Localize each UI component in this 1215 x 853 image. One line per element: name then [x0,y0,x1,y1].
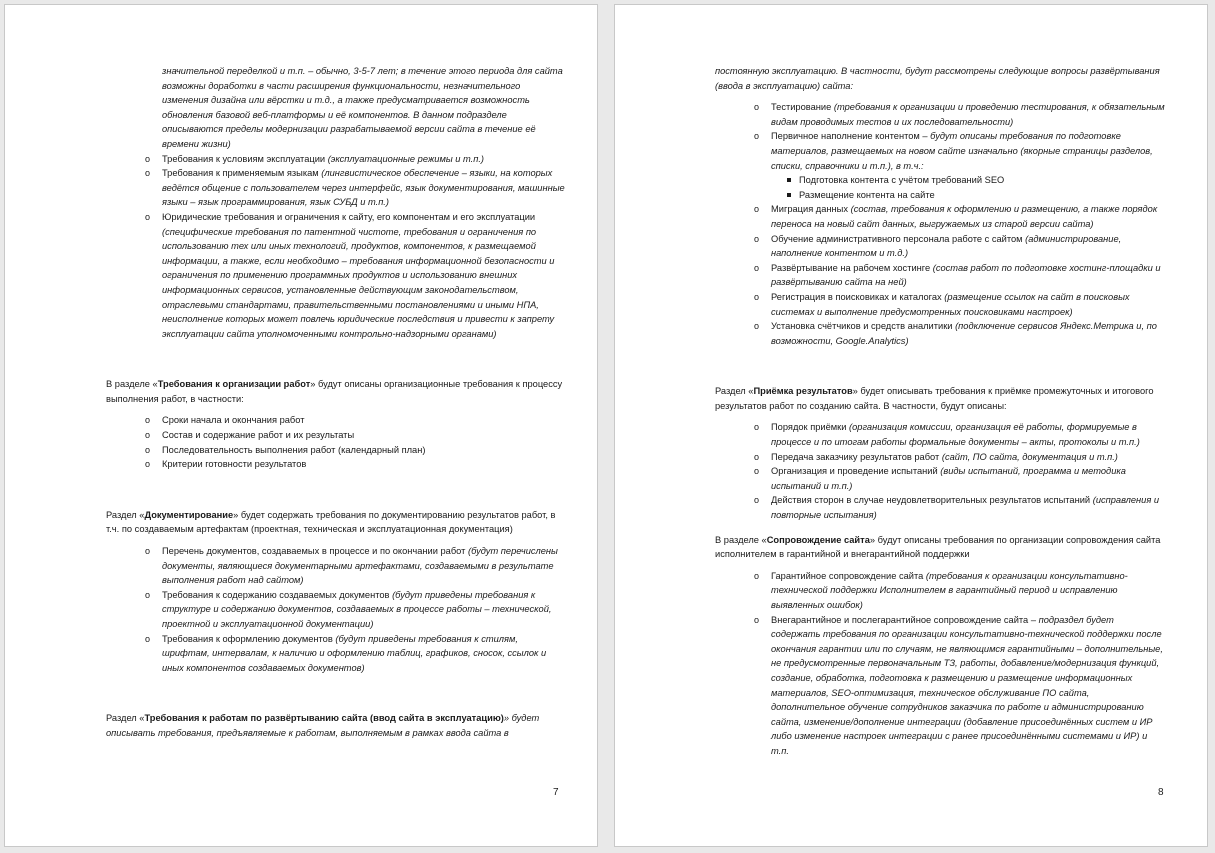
item-note: (будут приведены требования к структуре и содержанию документов, создаваемых в процессе работы – технической, проектной и эксплуатационной документации) [162,589,552,629]
item-note: (лингвистическое обеспечение – языки, на которых ведётся общение с пользователем через интерфейс, язык документирования, машинные языки – язык программирования, язык СУБД и т.п.) [162,168,565,208]
list-item [771,232,1165,261]
item-note: (виды испытаний, программа и методика испытаний и т.п.) [771,466,1126,491]
continuation-text: значительной переделкой и т.п. – обычно, 3-5-7 лет; в течение этого периода для сайта возможны доработки в части расширения функциональности, незначительного изменения дизайна или вёрстки и т.д., а также предусматривается возможность обновления базовой веб-платформы и её компонентов. В данном подразделе описываются пределы модернизации разрабатываемой версии сайта в течение её времени жизни) [162,66,563,149]
item-title: Внегарантийное и послегарантийное сопровождение сайта [771,614,1029,625]
item-note: (сайт, ПО сайта, документация и т.п.) [941,451,1118,462]
list-item [162,588,566,632]
page-content [715,64,1165,759]
item-title: Обучение административного персонала работе с сайтом [771,233,1023,244]
org-list [162,413,566,471]
document-page-8 [614,4,1208,847]
item-note: (организация комиссии, организация её работы, формируемые в процессе и по итогам работы формальные документы – акты, протоколы и т.п.) [771,422,1140,448]
deploy-list [771,100,1165,348]
list-item [162,544,566,588]
list-item [771,420,1165,449]
item-title: Требования к применяемым языкам [162,168,319,179]
item-note: – будут описаны требования по подготовке материалов, размещаемых на новом сайте изначально (якорные страницы разделов, списки, справочники и т.п.), в т.ч.: [771,131,1153,171]
item-title: Передача заказчику результатов работ [771,451,940,462]
item-title: Тестирование [771,102,832,113]
list-item [771,202,1165,231]
item-note: (специфические требования по патентной чистоте, требования и ограничения по использованию тех или иных технологий, продуктов, компонентов, к размещаемой информации, а также, если необходимо – требования информационной безопасности и ограничения по применению программных продуктов и использованию внешних информационных сервисов, установленные действующим законодательством, отраслевыми стандартами, правительственными постановлениями и иными НПА, неисполнение которых может повлечь юридические последствия и привести к запрету эксплуатации сайта уполномоченными контрольно-надзорными органами) [162,226,555,339]
item-note: (состав, требования к оформлению и размещению, а также порядок переноса на новый сайт данных, выгружаемых из старой версии сайта) [771,204,1158,229]
list-item [771,493,1165,522]
item-note: (требования к организации и проведению тестирования, к обязательным видам проводимых тестов и их последовательности) [771,102,1165,127]
accept-list [771,420,1165,522]
item-title: Перечень документов, создаваемых в процессе и по окончании работ [162,546,466,557]
list-item: o Сроки начала и окончания работ [162,413,566,428]
list-item [771,613,1165,759]
list-item [162,632,566,676]
item-note: (подключение сервисов Яндекс.Метрика и, по возможности, Google.Analytics) [771,321,1157,346]
page-number: 8 [1158,787,1164,798]
sub-list-item: Подготовка контента с учётом требований SEO [799,173,1165,188]
section-title: Документирование [144,509,234,520]
list-item [771,261,1165,290]
list-item [771,569,1165,613]
item-note: (состав работ по подготовке хостинг-площадки и развёртыванию сайта на ней) [771,262,1161,288]
list-item [771,129,1165,202]
deploy-section-intro: Раздел «Требования к работам по развёртыванию сайта (ввод сайта в эксплуатацию)» будет описывать требования, предъявляемые к работам, выполняемым в рамках ввода сайта в [106,713,540,738]
list-item [771,464,1165,493]
item-title: Развёртывание на рабочем хостинге [771,262,931,273]
item-title: Требования к условиям эксплуатации [162,153,326,164]
item-title: Установка счётчиков и средств аналитики [771,321,953,332]
item-title: Юридические требования и ограничения к сайту, его компонентам и его эксплуатации [162,211,536,222]
document-page-7 [4,4,598,847]
item-title: Порядок приёмки [771,422,847,433]
sub-list-item: Размещение контента на сайте [799,188,1165,203]
list-item [162,210,566,341]
item-note: – подраздел будет содержать требования по организации консультативно-технической поддержки после окончания гарантии или по случаям, не являющимся гарантийными – дополнительные, не предусмотренные первоначальным ТЗ, работы, добавление/модернизация функций, создание, обработка, подготовка к размещению и размещение информационных материалов, SEO-оптимизация, техническое обслуживание ПО сайта, дополнительное обучение сотрудников заказчика по работе и администрированию сайта, изменение/дополнение интеграции (добавление присоединённых систем и ИР либо изменение настроек интеграции с ранее присоединёнными системами и ИР) и т.п. [771,614,1163,756]
item-note: (эксплуатационные режимы и т.п.) [327,153,485,164]
support-list [771,569,1165,759]
org-section-intro: В разделе «Требования к организации работ» будут описаны организационные требования к процессу выполнения работ, в частности: [106,379,563,404]
section-title: Сопровождение сайта [766,534,870,545]
list-item [162,166,566,210]
item-title: Миграция данных [771,204,848,215]
item-title: Гарантийное сопровождение сайта [771,570,924,581]
list-item: o Состав и содержание работ и их результаты [162,428,566,443]
item-note: (требования к организации консультативно-технической поддержки Исполнителем в гарантийный период и исправлению выявленных ошибок) [771,570,1128,610]
list-item: o Последовательность выполнения работ (календарный план) [162,443,566,458]
list-item [771,100,1165,129]
support-section-intro: В разделе «Сопровождение сайта» будут описаны требования по организации сопровождения сайта исполнителем в гарантийной и внегарантийной поддержки [715,534,1161,560]
requirements-list [162,152,566,342]
item-title: Организация и проведение испытаний [771,466,938,477]
item-note: (будут приведены требования к стилям, шрифтам, интервалам, к наличию и оформлению таблиц, графиков, сносок, ссылок и иных компонентов создаваемых документов) [162,633,547,673]
item-note: (администрирование, наполнение контентом и т.д.) [771,233,1122,259]
sub-list [799,173,1165,202]
page-number: 7 [553,787,559,798]
list-item [771,319,1165,348]
item-note: (размещение ссылок на сайт в поисковых системах и выполнение предусмотренных поисковиками настроек) [771,291,1130,317]
item-title: Действия сторон в случае неудовлетворительных результатов испытаний [771,495,1091,506]
item-title: Регистрация в поисковиках и каталогах [771,291,942,302]
page-content [106,64,566,741]
section-title: Приёмка результатов [753,386,853,397]
doc-list [162,544,566,675]
list-item [162,152,566,167]
section-title: Требования к организации работ [157,379,311,390]
item-note: (будут перечислены документы, являющиеся документарными артефактами, создаваемыми в результате выполнения работ над сайтом) [162,546,558,586]
list-item: o Критерии готовности результатов [162,457,566,472]
accept-section-intro: Раздел «Приёмка результатов» будет описывать требования к приёмке промежуточных и итогового результатов работ по созданию сайта. В частности, будут описаны: [715,386,1154,411]
item-title: Требования к оформлению документов [162,633,333,644]
continuation-text: постоянную эксплуатацию. В частности, будут рассмотрены следующие вопросы развёртывания (ввода в эксплуатацию) сайта: [715,66,1160,91]
list-item [771,450,1165,465]
doc-section-intro: Раздел «Документирование» будет содержать требования по документированию результатов работ, в т.ч. по создаваемым артефактам (проектная, техническая и эксплуатационная документация) [106,509,556,535]
item-note: (исправления и повторные испытания) [771,495,1160,521]
section-title: Требования к работам по развёртыванию сайта (ввод сайта в эксплуатацию) [144,713,504,724]
item-title: Первичное наполнение контентом [771,131,920,142]
item-title: Требования к содержанию создаваемых документов [162,589,390,600]
list-item [771,290,1165,319]
